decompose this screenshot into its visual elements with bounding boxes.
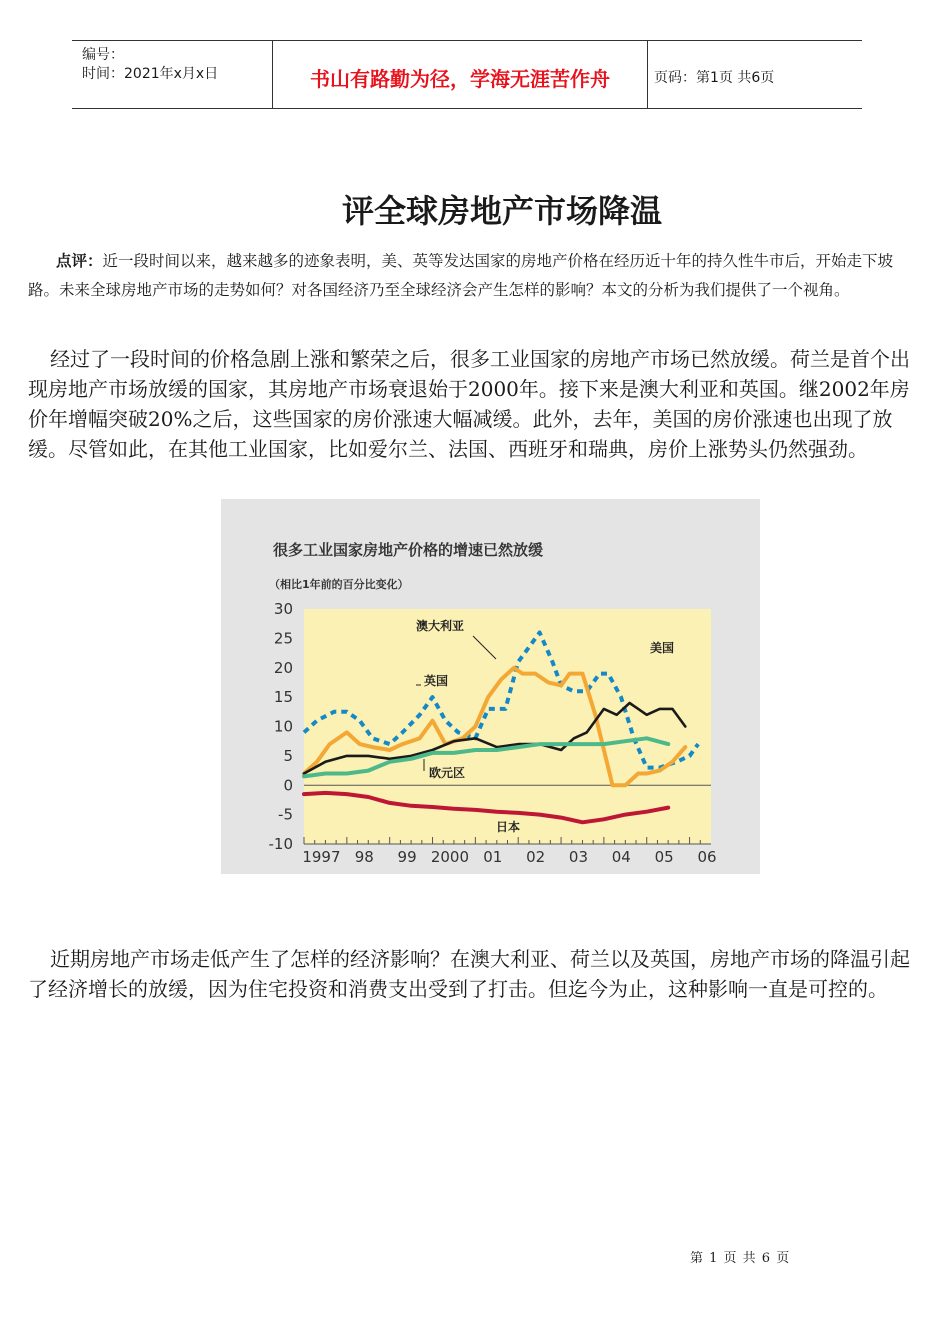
page-header: [72, 40, 862, 109]
x-tick-label: 04: [611, 848, 631, 866]
x-tick-label: 99: [397, 848, 417, 866]
series-label: 澳大利亚: [416, 619, 465, 633]
chart-svg: [221, 499, 760, 874]
series-label: 欧元区: [429, 766, 466, 780]
series-label: 美国: [650, 641, 675, 655]
x-tick-label: 98: [354, 848, 374, 866]
paragraph-1: 经过了一段时间的价格急剧上涨和繁荣之后，很多工业国家的房地产市场已然放缓。荷兰是首个出现房地产市场放缓的国家，其房地产市场衰退始于2000年。接下来是澳大利亚和英国。继2002年房价年增幅突破20%之后，这些国家的房价涨速大幅减缓。此外，去年，美国的房价涨速也出现了放缓。尽管如此，在其他工业国家，比如爱尔兰、法国、西班牙和瑞典，房价上涨势头仍然强劲。: [28, 347, 910, 461]
y-tick-label: 25: [273, 629, 293, 648]
x-tick-label: 1997: [302, 848, 341, 866]
x-tick-label: 03: [568, 848, 589, 866]
x-tick-label: 02: [526, 848, 546, 866]
y-tick-label: 20: [273, 658, 293, 677]
time-label: 时间：2021年x月x日: [82, 66, 219, 82]
series-label: 日本: [496, 820, 521, 834]
series-label: 英国: [424, 674, 449, 688]
x-tick-label: 01: [483, 848, 503, 866]
article-title: 评全球房地产市场降温: [341, 192, 662, 230]
x-tick-label: 05: [654, 848, 674, 866]
number-label: 编号：: [82, 47, 124, 63]
header-motto-cell: [272, 41, 648, 108]
editor-comment: [28, 246, 920, 305]
y-tick-label: -5: [278, 805, 293, 824]
motto: 书山有路勤为径，学海无涯苦作舟: [310, 67, 610, 91]
y-tick-label: 0: [283, 776, 293, 795]
y-tick-label: 30: [273, 600, 293, 618]
y-tick-label: 10: [273, 717, 293, 736]
paragraph-2: 近期房地产市场走低产生了怎样的经济影响？在澳大利亚、荷兰以及英国，房地产市场的降温引起了经济增长的放缓，因为住宅投资和消费支出受到了打击。但迄今为止，这种影响一直是可控的。: [28, 947, 910, 1001]
x-tick-label: 2000: [430, 848, 470, 866]
comment-text: 近一段时间以来，越来越多的迹象表明，美、英等发达国家的房地产价格在经历近十年的持久性牛市后，开始走下坡路。未来全球房地产市场的走势如何？对各国经济乃至全球经济会产生怎样的影响？本文的分析为我们提供了一个视角。: [28, 252, 894, 299]
header-meta-cell: [72, 41, 272, 108]
chart-subtitle: （相比1年前的百分比变化）: [269, 578, 409, 591]
comment-label: 点评：: [56, 251, 103, 270]
page-info: 页码：第1页 共6页: [654, 70, 775, 86]
page-footer: 第 1 页 共 6 页: [690, 1251, 791, 1266]
house-price-chart: [221, 499, 760, 874]
y-tick-label: 5: [283, 746, 293, 765]
chart-title: 很多工业国家房地产价格的增速已然放缓: [273, 541, 544, 559]
x-tick-label: 06: [697, 848, 717, 866]
y-tick-label: -10: [268, 835, 293, 853]
y-tick-label: 15: [273, 688, 293, 707]
header-page-cell: [648, 41, 862, 108]
